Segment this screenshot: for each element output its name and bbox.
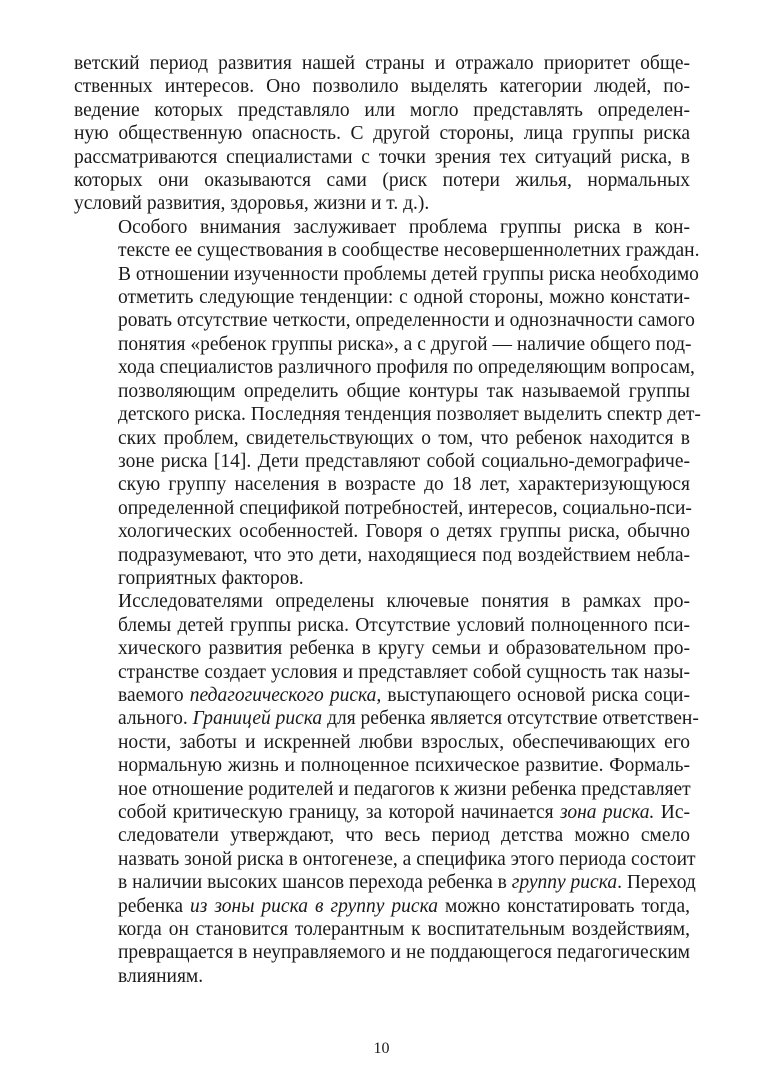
text-line: определенной спецификой потребностей, интересов, социально-пси- <box>118 497 692 519</box>
text-line <box>74 707 699 730</box>
text-line: понятия «ребенок группы риска», а с другой — наличие общего под- <box>118 333 692 355</box>
text-segment: Ис- <box>654 802 690 823</box>
text-segment: когда он становится толерантным к воспитательным воздействиям, <box>118 919 690 941</box>
text-line: ственных интересов. Оно позволило выделять категории людей, по- <box>74 76 690 98</box>
text-segment: ребенка <box>118 895 191 917</box>
text-line <box>74 614 690 637</box>
text-line <box>74 590 690 613</box>
paragraph-3 <box>74 590 699 988</box>
text-line <box>74 848 696 871</box>
text-segment: назвать зоной риска в онтогенезе, а специфика этого периода состоит <box>118 848 696 870</box>
text-line: ветский период развития нашей страны и отражало приоритет обще- <box>74 53 690 74</box>
text-line: зоне риска [14]. Дети представляют собой социально-демографиче- <box>118 450 690 472</box>
text-line: детского риска. Последняя тенденция позволяет выделить спектр дет- <box>118 404 701 426</box>
text-segment: для ребенка является отсутствие ответствен- <box>322 708 699 730</box>
text-line <box>74 661 690 684</box>
text-segment: ального. <box>118 708 193 730</box>
text-line: ровать отсутствие четкости, определенности и однозначности самого <box>118 310 695 332</box>
text-line: рассматриваются специалистами с точки зрения тех ситуаций риска, в <box>74 146 690 168</box>
text-segment: влияниям. <box>118 965 204 987</box>
text-line <box>74 754 690 777</box>
text-segment: можно констатировать тогда, <box>437 895 691 917</box>
text-line: подразумевают, что это дети, находящиеся под воздействием небла- <box>118 544 690 566</box>
page-number: 10 <box>373 1040 390 1057</box>
text-line <box>74 731 690 754</box>
text-line <box>74 895 690 918</box>
text-line <box>74 824 690 847</box>
text-line <box>74 801 690 824</box>
paragraph-1 <box>74 52 690 216</box>
text-line <box>74 941 690 964</box>
text-segment: блемы детей группы риска. Отсутствие условий полноценного пси- <box>118 614 690 636</box>
text-segment: ное отношение родителей и педагогов к жизни ребенка представляет <box>118 778 691 800</box>
text-line: хода специалистов различного профиля по определяющим вопросам, <box>118 357 695 379</box>
text-segment: нормальную жизнь и полноценное психическое развитие. Формаль- <box>118 755 690 777</box>
text-line: тексте ее существования в сообществе несовершеннолетних граждан. <box>118 240 700 262</box>
text-line <box>74 918 690 941</box>
text-segment: ности, заботы и искренней любви взрослых, обеспечивающих его <box>118 731 690 753</box>
document-page <box>74 52 701 988</box>
text-line <box>74 965 690 988</box>
text-line: отметить следующие тенденции: с одной стороны, можно констати- <box>118 287 690 309</box>
italic-term: из зоны риска в группу риска <box>190 895 438 917</box>
italic-term: зона риска. <box>560 802 655 823</box>
text-line: позволяющим определить общие контуры так называемой группы <box>118 380 690 402</box>
text-line: гоприятных факторов. <box>118 567 304 589</box>
text-line: ских проблем, свидетельствующих о том, что ребенок находится в <box>118 427 690 449</box>
paragraph-2 <box>74 216 701 591</box>
italic-term: педагогического риска, <box>189 684 382 706</box>
text-segment: Исследователями определены ключевые понятия в рамках про- <box>118 591 690 613</box>
text-segment: ваемого <box>118 684 190 706</box>
text-line <box>74 684 690 707</box>
text-segment: . Переход <box>617 872 696 894</box>
text-segment: в наличии высоких шансов перехода ребенка в <box>118 872 512 894</box>
text-line: ведение которых представляло или могло представлять определен- <box>74 99 690 121</box>
text-line <box>74 637 690 660</box>
text-segment: следователи утверждают, что весь период детства можно смело <box>118 825 690 847</box>
text-segment: странстве создает условия и представляет собой сущность так назы- <box>118 661 690 683</box>
text-line: Особого внимания заслуживает проблема группы риска в кон- <box>118 216 690 238</box>
text-segment: выступающего основой риска соци- <box>381 684 690 706</box>
italic-term: Границей риска <box>192 708 323 730</box>
italic-term: группу риска <box>511 872 618 894</box>
text-line: В отношении изученности проблемы детей группы риска необходимо <box>118 263 699 285</box>
text-line <box>74 778 690 801</box>
text-line: условий развития, здоровья, жизни и т. д.). <box>74 193 430 215</box>
text-line: которых они оказываются сами (риск потери жилья, нормальных <box>74 170 690 192</box>
text-line: ную общественную опасность. С другой стороны, лица группы риска <box>74 123 690 145</box>
text-line <box>74 871 696 894</box>
text-line: хологических особенностей. Говоря о детях группы риска, обычно <box>118 521 690 543</box>
text-segment: хического развития ребенка в кругу семьи и образовательном про- <box>118 638 690 660</box>
text-line: скую группу населения в возрасте до 18 лет, характеризующуюся <box>118 474 690 496</box>
text-segment: собой критическую границу, за которой начинается <box>118 802 560 823</box>
text-segment: превращается в неуправляемого и не поддающегося педагогическим <box>118 942 690 964</box>
